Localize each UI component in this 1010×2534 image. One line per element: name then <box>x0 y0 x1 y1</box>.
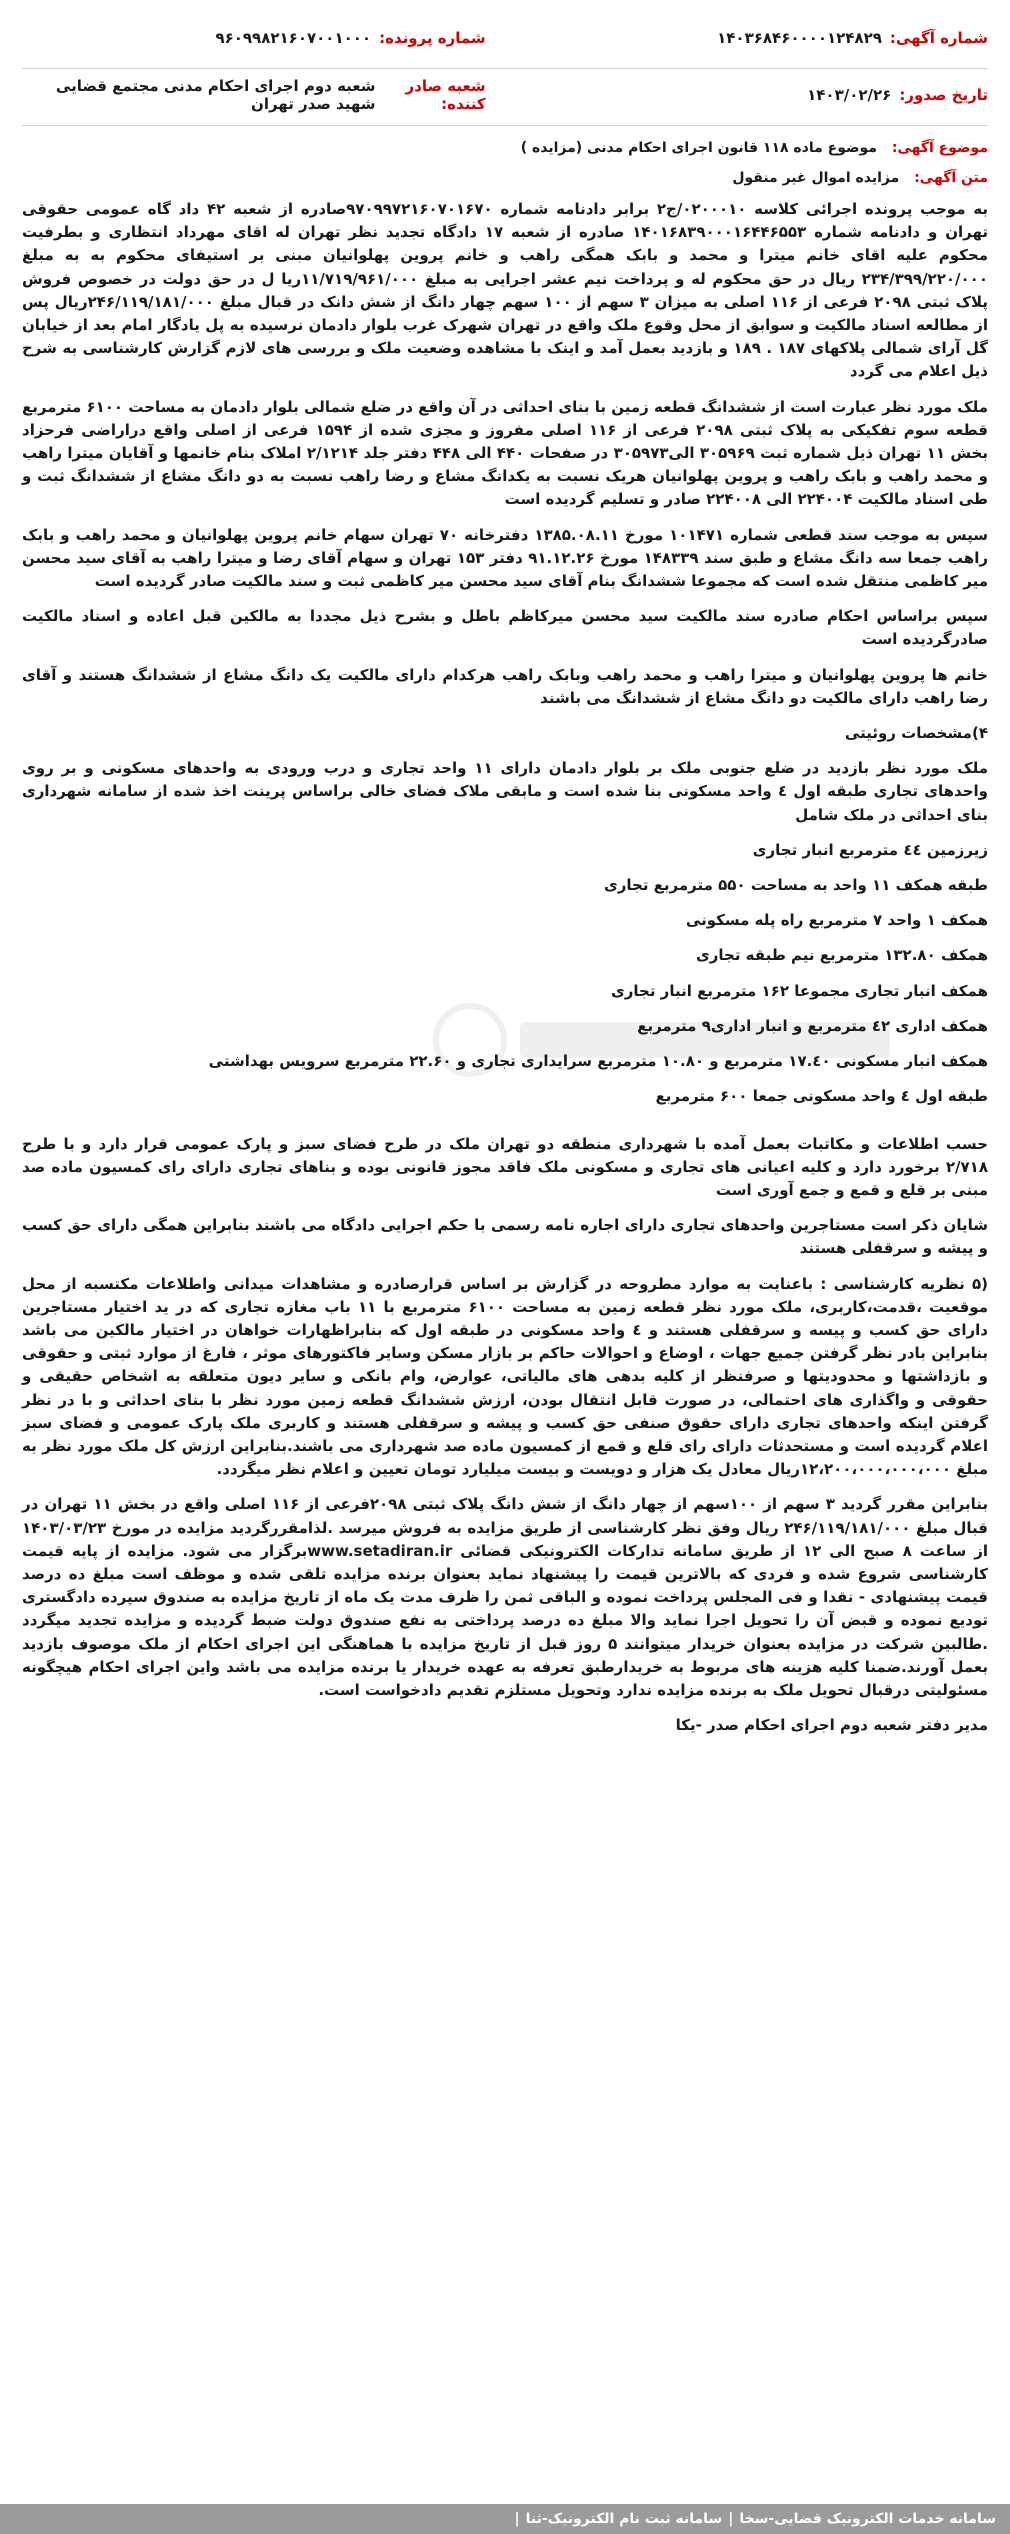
paragraph-municipality: حسب اطلاعات و مکاتبات بعمل آمده با شهرداری منطقه دو تهران ملک در طرح فضای سبز و پارک عمومی قرار دارد و با طرح ۲/۷۱۸ برخورد دارد و کلیه اعیانی های تجاری و مسکونی ملک فاقد مجوز قانونی بوده و بناهای تجاری دارای رای کمسیون ماده صد مبنی بر قلع و قمع و جمع آوری است <box>22 1134 988 1199</box>
notice-number <box>486 29 988 47</box>
footer-separator: | <box>728 2511 734 2527</box>
footer-link-sana[interactable]: سامانه ثبت نام الکترونیک-ثنا <box>525 2511 723 2527</box>
list-item: همکف انبار مسکونی ۱۷.٤۰ مترمربع و ۱۰.۸۰ مترمربع سرایداری تجاری و ۲۲.۶۰ مترمربع سرویس بهداشتی <box>208 1052 988 1071</box>
paragraph-case: به موجب پرونده اجرائی کلاسه ۰۲۰۰۰۱۰/ج۲ برابر دادنامه شماره ۹۷۰۹۹۷۲۱۶۰۷۰۱۶۷۰صادره از شعبه ۴۲ داد گاه عمومی حقوقی تهران و دادنامه شماره ۱۴۰۱۶۸۳۹۰۰۰۱۶۴۴۶۵۵۳ صادره از شعبه ۱۷ دادگاه تجدید نظر تهران له اقای مهرداد انتظاری و بطرفیت محکوم علیه اقای خانم میترا و محمد و بابک همگی راهب و خانم پروین پهلوانیان مبنی بر استیفای محکوم به به مبلغ ۲۳۴/۳۹۹/۲۲۰/۰۰۰ ریال در حق محکوم له و پرداخت نیم عشر اجرایی به مبلغ ۱۱/۷۱۹/۹۶۱/۰۰۰ریا ل در حق دولت در خصوص فروش پلاک ثبتی ۲۰۹۸ فرعی از ۱۱۶ اصلی به میزان ۳ سهم از ۱۰۰ سهم چهار دانگ از شش دانک در قبال مبلغ ۲۴۶/۱۱۹/۱۸۱/۰۰۰ریال پس از مطالعه اسناد مالکیت و سوابق از محل وقوع ملک واقع در تهران شهرک غرب بلوار دادمان نرسیده به پل یادگار امام بعد از خیابان گل آرای شمالی پلاکهای ۱۸۷ . ۱۸۹ و بازدید بعمل آمد و اینک با مشاهده وضعیت ملک و بررسی های لازم گزارش کارشناسی به شرح ذیل اعلام می گردد <box>22 200 988 381</box>
paragraph-owners: خانم ها پروین پهلوانیان و میترا راهب و محمد راهب وبابک راهب هرکدام دارای مالکیت یک دانگ مشاع از ششدانگ هستند و آقای رضا راهب دارای مالکیت دو دانگ مشاع از ششدانگ می باشند <box>22 665 988 707</box>
list-item: طبقه اول ٤ واحد مسکونی جمعا ۶۰۰ مترمربع <box>655 1087 988 1106</box>
subject-label: موضوع آگهی: <box>891 140 988 156</box>
header-divider-2 <box>22 125 988 126</box>
footer-separator-end: | <box>514 2511 520 2527</box>
paragraph-inspection: ملک مورد نظر بازدید در ضلع جنوبی ملک بر بلوار دادمان دارای ۱۱ واحد تجاری و درب ورودی به واحدهای مسکونی و بر روی واحدهای تجاری طبقه اول ٤ واحد مسکونی بنا شده است و مابقی ملاک فضای خالی براساس پرینت اخذ شده از سامانه شهرداری بنای احداثی در ملک شامل <box>22 759 988 824</box>
issuing-branch-value: شعبه دوم اجرای احکام مدنی مجتمع قضایی شهید صدر تهران <box>55 77 376 113</box>
case-number-value: ۹۶۰۹۹۸۲۱۶۰۷۰۰۱۰۰۰ <box>215 29 372 47</box>
header-row-1 <box>22 22 988 54</box>
paragraph-expert-opinion: (۵ نظریه کارشناسی : باعنایت به موارد مطروحه در گزارش بر اساس قرارصادره و مشاهدات میدانی واطلاعات مکتسبه از محل موقعیت ،قدمت،کاربری، ملک مورد نظر قطعه زمین به مساحت ۶۱۰۰ مترمربع با ۱۱ باب مغازه تجاری که در ید اختیار مستاجرین دارای حق کسب و پیسه و سرقفلی هستند و ٤ واحد مسکونی در طبقه اول که بنابراظهارات خواهان در اختیار مالکین می باشد بنابراین بادر نظر گرفتن جمیع جهات ، اوضاع و احوالات حاکم بر بازار مسکن وسایر فاکتورهای موثر ، فارغ از موارد ثبتی و حقوقی و بازداشتها و محدودیتها و صرفنظر از کلیه بدهی های مالیاتی، عوارض، وام بانکی و سایر دیون متعلقه به اشخاص حقیقی و حقوقی و واگذاری های احتمالی، در صورت قابل انتقال بودن، ارزش ششدانگ قطعه زمین مورد نظر با بنای احداثی و با در نظر گرفتن اینکه واحدهای تجاری دارای حقوق صنفی حق کسب و پیشه و سرقفلی هستند و کاربری ملک پارک عمومی و فضای سبز اعلام گردیده است و مستحدثات دارای رای قلع و قمع از کمسیون ماده صد شهرداری می باشند.بنابراین ارزش کل ملک مورد نظر به مبلغ ۱۲،۲۰۰،۰۰۰،۰۰۰،۰۰۰ریال معادل یک هزار و دویست و بیست میلیارد تومان تعیین و اعلام نظر میگردد. <box>22 1274 988 1479</box>
list-item: همکف ۱۳۲.۸۰ مترمربع نیم طبقه تجاری <box>696 946 988 965</box>
text-label: متن آگهی: <box>914 170 988 186</box>
building-items-list <box>22 839 988 1109</box>
header-row-2 <box>22 79 988 111</box>
text-title: مزایده اموال غیر منقول <box>732 170 900 186</box>
notice-number-value: ۱۴۰۳۶۸۴۶۰۰۰۰۱۲۴۸۲۹ <box>717 29 882 47</box>
case-number <box>22 29 486 47</box>
paragraph-transfer: سپس به موجب سند قطعی شماره ۱۰۱۴۷۱ مورخ ۱۳۸۵.۰۸.۱۱ دفترخانه ۷۰ تهران سهام خانم پروین پهلوانیان و محمد راهب و بابک راهب جمعا سه دانگ مشاع و طبق سند ۱۴۸۳۳۹ مورخ ۹۱.۱۲.۲۶ دفتر ۱۵۳ تهران و سهام آقای رضا و میترا راهب به آقای سید محسن میر کاظمی منتقل شده است که مجموعا ششدانگ بنام آقای سید محسن میر کاظمی ثبت و سند مالکیت صادر گردیده است <box>22 525 988 591</box>
case-number-label: شماره پرونده: <box>379 29 486 47</box>
list-item: همکف ۱ واحد ۷ مترمربع راه پله مسکونی <box>685 911 988 930</box>
issue-date-label: تاریخ صدور: <box>899 86 988 104</box>
notice-number-label: شماره آگهی: <box>889 29 988 47</box>
paragraph-property: ملک مورد نظر عبارت است از ششدانگ قطعه زمین با بنای احداثی در آن واقع در ضلع شمالی بلوار دادمان به مساحت ۶۱۰۰ مترمربع قطعه سوم تفکیکی به پلاک ثبتی ۲۰۹۸ فرعی از ۱۱۶ اصلی مفروز و مجزی شده از ۱۵۹۴ فرعی از اصلی واقع دراراضی فرحزاد بخش ۱۱ تهران ذیل شماره ثبت ۳۰۵۹۶۹ الی۳۰۵۹۷۳ در صفحات ۴۴۰ الی ۴۴۸ دفتر جلد ۲/۱۲۱۴ املاک بنام خانمها و آقایان میترا راهب و محمد راهب و بابک راهب و پروین پهلوانیان هریک نسبت به یکدانگ مشاع و رضا راهب نسبت به دو دانگ مشاع از ششدانگ ثبت و طی اسناد مالکیت ۲۲۴۰۰۴ الی ۲۲۴۰۰۸ صادر و تسلیم گردیده است <box>22 397 988 509</box>
list-item: طبقه همکف ۱۱ واحد به مساحت ۵۵۰ مترمربع تجاری <box>604 876 988 895</box>
issuing-branch <box>22 77 486 113</box>
paragraph-section-4-title: ۴)مشخصات روئیتی <box>844 724 988 743</box>
list-item: زیرزمین ٤٤ مترمربع انبار تجاری <box>752 840 988 859</box>
text-row <box>22 170 988 186</box>
list-item: همکف اداری ٤۲ مترمربع و انبار اداری۹ مترمربع <box>637 1016 988 1035</box>
subject-value: موضوع ماده ۱۱۸ قانون اجرای احکام مدنی (مزایده ) <box>520 140 877 156</box>
issue-date-value: ۱۴۰۳/۰۲/۲۶ <box>807 86 892 104</box>
notice-body <box>22 198 988 1737</box>
header-divider <box>22 68 988 69</box>
signature: مدیر دفتر شعبه دوم اجرای احکام صدر -یکا <box>675 1716 988 1735</box>
paragraph-auction-terms: بنابراین مقرر گردید ۳ سهم از ۱۰۰سهم از چهار دانگ از شش دانگ پلاک ثبتی ۲۰۹۸فرعی از ۱۱۶ اصلی واقع در بخش ۱۱ تهران در قبال مبلغ ۲۴۶/۱۱۹/۱۸۱/۰۰۰ ریال وفق نظر کارشناسی از طریق مزایده به فروش میرسد .لذامقررگردید مزایده در مورخ ۱۴۰۳/۰۳/۲۳ از ساعت ۸ صبح الی ۱۲ از طریق سامانه تدارکات الکترونیکی قضائی www.setadiran.irبرگزار می شود. مزایده از پایه قیمت کارشناسی شروع شده و فردی که بالاترین قیمت را پیشنهاد نماید بعنوان برنده مزایده تلقی شده و موظف است مبلغ ده درصد قیمت پیشنهادی - نقدا و فی المجلس پرداخت نموده و الباقی ثمن را ظرف مدت یک ماه از تاریخ مزایده به صندوق سپرده دادگستری تودیع نموده و قبض آن را تحویل اجرا نماید والا مبلغ ده درصد پرداختی به نفع صندوق دولت ضبط گردیده و مزایده تجدید میگردد .طالبین شرکت در مزایده بعنوان خریدار میتوانند ۵ روز قبل از تاریخ مزایده با هماهنگی این اجرای احکام از ملک موصوف بازدید بعمل آورند.ضمنا کلیه هزینه های مربوط به خریدارطبق تعرفه به عهده خریدار یا برنده مزایده می باشد واین اجرای احکام هیچگونه مسئولیتی درقبال تحویل ملک به برنده مزایده ندارد وتحویل مستلزم تقدیم دادخواست است. <box>22 1495 989 1699</box>
list-item: همکف انبار تجاری مجموعا ۱۶۲ مترمربع انبار تجاری <box>611 981 988 1000</box>
footer-link-sakha[interactable]: سامانه خدمات الکترونیک قضایی-سخا <box>739 2511 996 2527</box>
issue-date <box>486 86 988 104</box>
issuing-branch-label: شعبه صادر کننده: <box>405 77 486 113</box>
paragraph-annulment: سپس براساس احکام صادره سند مالکیت سید محسن میرکاظم باطل و بشرح ذیل مجددا به مالکین قبل اعاده و اسناد مالکیت صادرگردیده است <box>22 607 988 649</box>
subject-row <box>22 140 988 156</box>
footer-bar <box>0 2504 1010 2534</box>
paragraph-tenants: شایان ذکر است مستاجرین واحدهای تجاری دارای اجاره نامه رسمی با حکم اجرایی دادگاه می باشند بنابراین همگی دارای حق کسب و پیشه و سرقفلی هستند <box>22 1216 988 1258</box>
